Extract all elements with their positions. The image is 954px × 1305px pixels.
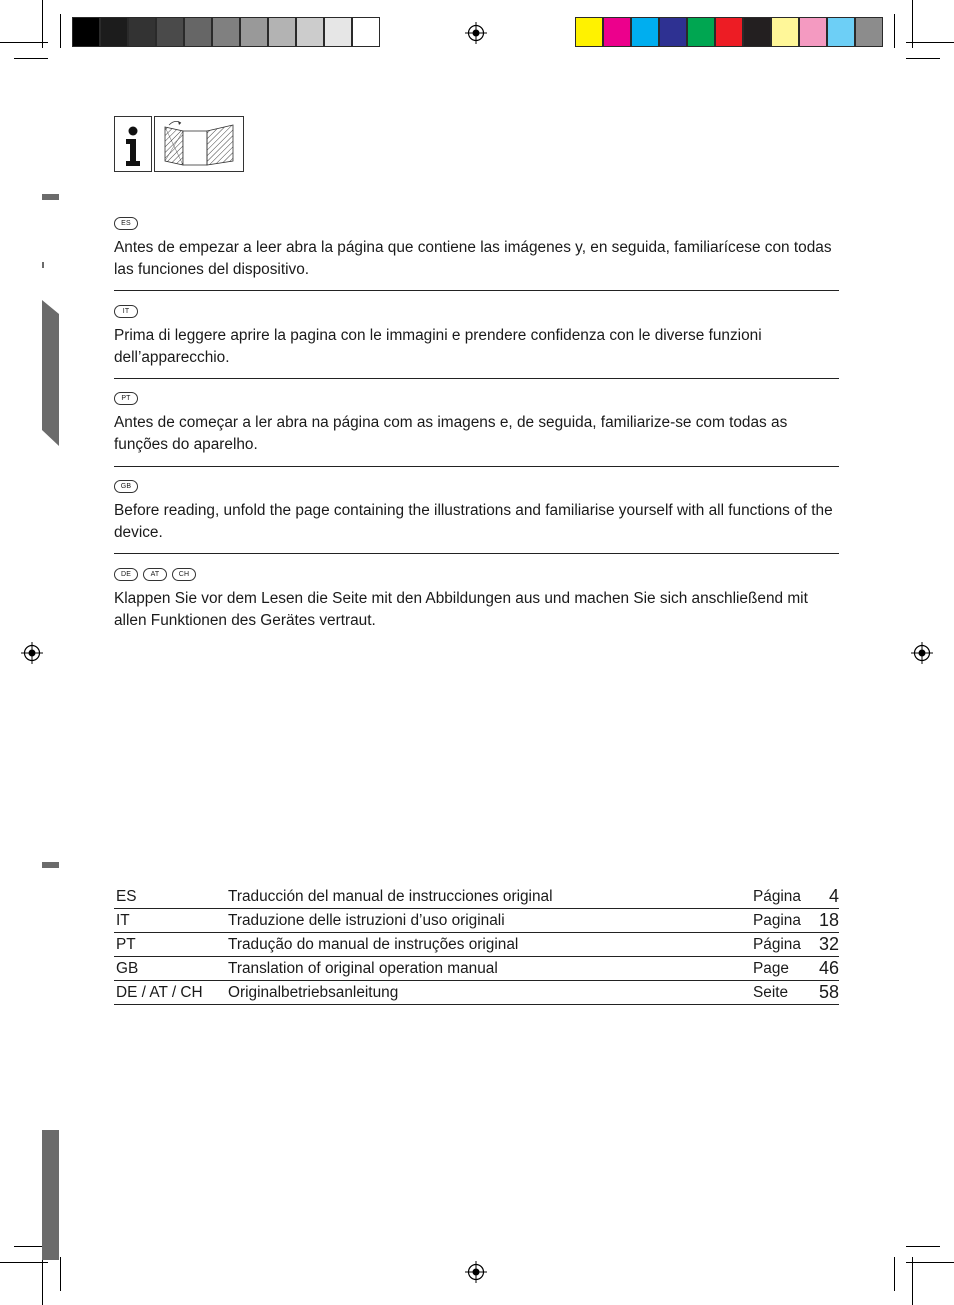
crop-mark (60, 1257, 61, 1291)
language-block-gb (114, 480, 839, 544)
toc-page-label: Pagina (753, 912, 801, 929)
side-tab-marker (42, 194, 59, 200)
divider (114, 466, 839, 467)
crop-mark (906, 42, 954, 43)
table-of-contents (114, 885, 839, 1005)
toc-row[interactable] (114, 957, 839, 981)
grayscale-swatch (352, 17, 380, 47)
toc-language-code: ES (116, 888, 137, 905)
toc-page-label: Página (753, 936, 801, 953)
toc-title: Traduzione delle istruzioni d’uso originali (228, 912, 505, 929)
color-swatch (631, 17, 659, 47)
country-badge: GB (114, 480, 138, 493)
divider (114, 290, 839, 291)
toc-row[interactable] (114, 933, 839, 957)
crop-mark (42, 1257, 43, 1305)
toc-page-label: Seite (753, 984, 789, 1001)
crop-mark (42, 0, 43, 48)
color-swatch (771, 17, 799, 47)
country-badge: IT (114, 305, 138, 318)
color-swatch (799, 17, 827, 47)
toc-row[interactable] (114, 885, 839, 909)
toc-row[interactable] (114, 981, 839, 1005)
toc-language-code: DE / AT / CH (116, 984, 203, 1001)
toc-page-number: 32 (818, 934, 839, 954)
toc-title: Traducción del manual de instrucciones original (228, 888, 553, 905)
country-badge: PT (114, 392, 138, 405)
crop-mark (906, 58, 940, 59)
info-icon (115, 117, 151, 171)
toc-language-code: GB (116, 960, 139, 977)
grayscale-swatch (268, 17, 296, 47)
grayscale-swatch (212, 17, 240, 47)
toc-language-code: IT (116, 912, 130, 929)
side-tab-marker (42, 862, 59, 868)
crop-mark (14, 58, 48, 59)
country-badge: CH (172, 568, 196, 581)
crop-mark (912, 1257, 913, 1305)
toc-title: Translation of original operation manual (228, 960, 498, 977)
instruction-text: Antes de empezar a leer abra la página que contiene las imágenes y, en seguida, familiarícese con todas las funciones del dispositivo. (114, 239, 832, 278)
color-swatch (827, 17, 855, 47)
toc-page-number: 46 (818, 958, 839, 978)
instruction-text: Prima di leggere aprire la pagina con le immagini e prendere confidenza con le diverse funzioni dell’apparecchio. (114, 327, 762, 366)
grayscale-swatch (240, 17, 268, 47)
language-block-it (114, 305, 839, 369)
color-swatch (687, 17, 715, 47)
language-block-de-at-ch (114, 568, 839, 632)
toc-row[interactable] (114, 909, 839, 933)
registration-mark-icon (911, 642, 933, 664)
grayscale-swatch (156, 17, 184, 47)
toc-page-number: 4 (828, 886, 839, 906)
country-badges (114, 568, 839, 582)
crop-mark (0, 1262, 48, 1263)
registration-mark-icon (465, 22, 487, 44)
divider (114, 553, 839, 554)
color-swatch (855, 17, 883, 47)
grayscale-bar (72, 17, 380, 47)
instruction-text: Before reading, unfold the page containing the illustrations and familiarise yourself with all functions of the device. (114, 502, 833, 541)
toc-page-number: 58 (818, 982, 839, 1002)
registration-mark-icon (465, 1261, 487, 1283)
grayscale-swatch (296, 17, 324, 47)
language-block-pt (114, 392, 839, 456)
registration-mark-icon (21, 642, 43, 664)
crop-mark (906, 1246, 940, 1247)
color-swatch (715, 17, 743, 47)
toc-page-label: Página (753, 888, 801, 905)
country-badges (114, 217, 839, 231)
grayscale-swatch (324, 17, 352, 47)
color-swatch (575, 17, 603, 47)
toc-title: Tradução do manual de instruções original (228, 936, 519, 953)
instruction-text: Klappen Sie vor dem Lesen die Seite mit den Abbildungen aus und machen Sie sich anschließend mit allen Funktionen des Gerätes vertraut. (114, 590, 808, 629)
crop-mark (0, 42, 48, 43)
side-tab-marker (42, 262, 44, 268)
grayscale-swatch (128, 17, 156, 47)
side-tab-marker (42, 1130, 59, 1260)
country-badge: DE (114, 568, 138, 581)
unfold-page-icon-box (154, 116, 244, 172)
divider (114, 378, 839, 379)
crop-mark (894, 14, 895, 48)
toc-page-number: 18 (818, 910, 839, 930)
country-badges (114, 392, 839, 406)
color-bar (575, 17, 883, 47)
grayscale-swatch (100, 17, 128, 47)
crop-mark (906, 1262, 954, 1263)
unfold-page-icon (155, 117, 243, 171)
toc-page-label: Page (753, 960, 789, 977)
country-badge: AT (143, 568, 167, 581)
color-swatch (743, 17, 771, 47)
crop-mark (60, 14, 61, 48)
side-tab-wedge (42, 300, 60, 446)
toc-title: Originalbetriebsanleitung (228, 984, 399, 1001)
color-swatch (603, 17, 631, 47)
language-block-es (114, 217, 839, 281)
info-icon-box (114, 116, 152, 172)
crop-mark (894, 1257, 895, 1291)
country-badges (114, 480, 839, 494)
grayscale-swatch (184, 17, 212, 47)
color-swatch (659, 17, 687, 47)
instruction-text: Antes de começar a ler abra na página com as imagens e, de seguida, familiarize-se com todas as funções do aparelho. (114, 414, 788, 453)
toc-language-code: PT (116, 936, 136, 953)
country-badges (114, 305, 839, 319)
crop-mark (912, 0, 913, 48)
grayscale-swatch (72, 17, 100, 47)
country-badge: ES (114, 217, 138, 230)
